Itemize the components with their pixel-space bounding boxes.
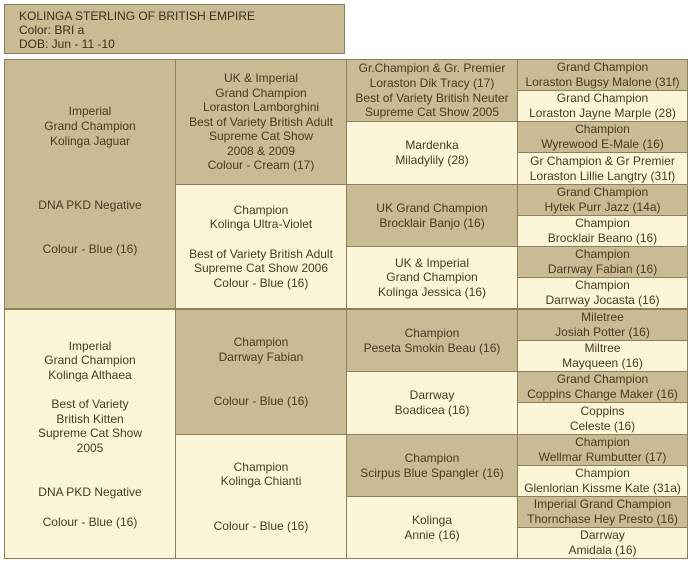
gen4-cell-2 <box>517 90 688 122</box>
dam-award-2: British Kitten <box>56 411 124 426</box>
cat-dob: DOB: Jun - 11 -10 <box>19 37 115 51</box>
pedigree-name: Kolinga Ultra-Violet <box>209 217 313 232</box>
gen4-cell-4 <box>517 152 688 185</box>
pedigree-text: Gr.Champion & Gr. Premier <box>358 61 506 76</box>
pedigree-text: 2008 & 2009 <box>226 143 296 158</box>
pedigree-text: Grand Champion <box>556 91 649 106</box>
sdd-cell <box>346 246 518 309</box>
sire-name: Kolinga Jaguar <box>49 133 131 148</box>
gen4-cell-13 <box>517 434 688 466</box>
dam-award-1: Best of Variety <box>51 397 129 412</box>
gen4-cell-16 <box>517 527 688 559</box>
pedigree-text: Grand Champion <box>215 85 307 100</box>
pedigree-name: Darrway Jocasta (16) <box>545 293 660 307</box>
gen4-cell-10 <box>517 340 688 372</box>
pedigree-name: Peseta Smokin Beau (16) <box>363 340 501 355</box>
dam-sire-cell <box>175 309 347 435</box>
cat-name: KOLINGA STERLING OF BRITISH EMPIRE <box>19 9 256 23</box>
pedigree-name: Loraston Jayne Marple (28) <box>529 106 676 120</box>
pedigree-text: Mardenka <box>405 138 459 153</box>
pedigree-name: Loraston Lillie Langtry (31f) <box>529 168 676 183</box>
gen4-cell-3 <box>517 121 688 153</box>
pedigree-text: Darrway <box>580 528 625 543</box>
dam-award-4: 2005 <box>76 440 104 455</box>
pedigree-text: Champion <box>575 247 630 262</box>
pedigree-text: Best of Variety British Adult <box>189 114 333 129</box>
dam-name: Kolinga Althaea <box>48 367 132 382</box>
pedigree-text: Champion <box>233 202 289 217</box>
pedigree-name: Loraston Bugsy Malone (31f) <box>525 75 680 89</box>
gen4-cell-5 <box>517 184 688 216</box>
pedigree-name: Scirpus Blue Spangler (16) <box>360 465 504 480</box>
gen4-cell-11 <box>517 371 688 403</box>
pedigree-text: Champion <box>404 450 460 465</box>
pedigree-name: Coppins Change Maker (16) <box>527 387 678 401</box>
pedigree-text: Champion <box>575 122 630 137</box>
dam-pkd: DNA PKD Negative <box>38 485 142 500</box>
dam-dam-cell <box>175 434 347 559</box>
dam-colour: Colour - Blue (16) <box>42 514 138 529</box>
pedigree-text: UK & Imperial <box>223 70 299 85</box>
gen4-cell-14 <box>517 465 688 497</box>
sire-pkd: DNA PKD Negative <box>38 198 142 213</box>
pedigree-name: Brocklair Banjo (16) <box>379 215 485 230</box>
pedigree-name: Darrway Fabian (16) <box>547 262 658 276</box>
sire-colour: Colour - Blue (16) <box>42 241 138 256</box>
pedigree-name: Celeste (16) <box>569 418 636 433</box>
sss-cell <box>346 59 518 122</box>
pedigree-text: Champion <box>404 325 460 340</box>
ssd-cell <box>346 121 518 185</box>
sire-sire-cell <box>175 59 347 185</box>
pedigree-text: Supreme Cat Show 2006 <box>193 261 329 276</box>
pedigree-name: Brocklair Beano (16) <box>547 231 658 245</box>
gen4-cell-9 <box>517 309 688 341</box>
sire-title-2: Grand Champion <box>44 118 136 133</box>
pedigree-colour: Colour - Blue (16) <box>213 518 309 533</box>
pedigree-text: Coppins <box>580 403 625 418</box>
pedigree-text: Champion <box>575 278 630 293</box>
pedigree-text: Gr Champion & Gr Premier <box>530 153 675 168</box>
dss-cell <box>346 309 518 372</box>
pedigree-name: Amidala (16) <box>568 543 637 557</box>
pedigree-text: Supreme Cat Show 2005 <box>364 105 500 120</box>
pedigree-colour: Colour - Cream (17) <box>207 158 315 173</box>
pedigree-text: Miletree <box>581 310 624 325</box>
pedigree-name: Loraston Lamborghini <box>202 100 320 115</box>
pedigree-text: Grand Champion <box>386 270 478 285</box>
ddd-cell <box>346 496 518 559</box>
pedigree-text: Best of Variety British Adult <box>189 246 333 261</box>
gen4-cell-1 <box>517 59 688 91</box>
pedigree-name: Loraston Dik Tracy (17) <box>369 75 495 90</box>
pedigree-name: Kolinga Chianti <box>220 474 302 489</box>
gen4-cell-7 <box>517 246 688 278</box>
pedigree-text: Supreme Cat Show <box>208 129 314 144</box>
pedigree-text: Champion <box>575 466 630 481</box>
pedigree-text: Grand Champion <box>556 60 649 75</box>
pedigree-text: Champion <box>575 216 630 231</box>
pedigree-name: Mayqueen (16) <box>562 356 643 370</box>
pedigree-name: Wyrewood E-Male (16) <box>541 137 664 151</box>
pedigree-colour: Colour - Blue (16) <box>213 275 309 290</box>
pedigree-name: Kolinga Jessica (16) <box>377 284 487 299</box>
dsd-cell <box>346 371 518 435</box>
pedigree-text: Grand Champion <box>556 372 649 387</box>
dam-cell <box>4 309 176 559</box>
pedigree-text: Champion <box>233 335 289 350</box>
pedigree-name: Thornchase Hey Presto (16) <box>527 512 678 526</box>
pedigree-text: Kolinga <box>411 512 453 527</box>
sire-cell <box>4 59 176 309</box>
sds-cell <box>346 184 518 247</box>
pedigree-name: Boadicea (16) <box>394 403 470 417</box>
gen4-cell-15 <box>517 496 688 528</box>
pedigree-name: Wellmar Rumbutter (17) <box>538 450 667 464</box>
pedigree-text: UK & Imperial <box>394 255 470 270</box>
pedigree-text: Imperial Grand Champion <box>533 497 672 512</box>
dam-award-3: Supreme Cat Show <box>37 426 143 441</box>
gen4-cell-8 <box>517 277 688 309</box>
pedigree-name: Josiah Potter (16) <box>555 325 650 339</box>
pedigree-name: Glenlorian Kissme Kate (31a) <box>524 481 681 495</box>
cat-color: Color: BRI a <box>19 23 85 37</box>
pedigree-name: Miladylily (28) <box>395 153 469 167</box>
pedigree-text: Best of Variety British Neuter <box>355 90 509 105</box>
gen4-cell-6 <box>517 215 688 247</box>
pedigree-name: Darrway Fabian <box>218 349 304 364</box>
sire-title-1: Imperial <box>68 104 112 119</box>
pedigree-text: Miltree <box>584 341 621 356</box>
pedigree-name: Hytek Purr Jazz (14a) <box>544 200 661 214</box>
dam-title-1: Imperial <box>68 338 112 353</box>
dam-title-2: Grand Champion <box>44 353 136 368</box>
pedigree-text: Champion <box>233 459 289 474</box>
gen4-cell-12 <box>517 402 688 435</box>
pedigree-text: UK Grand Champion <box>376 200 488 215</box>
pedigree-text: Champion <box>575 435 630 450</box>
sire-dam-cell <box>175 184 347 309</box>
pedigree-header <box>4 4 345 54</box>
pedigree-colour: Colour - Blue (16) <box>213 394 309 409</box>
dds-cell <box>346 434 518 497</box>
pedigree-text: Grand Champion <box>556 185 649 200</box>
pedigree-text: Darrway <box>409 388 455 403</box>
pedigree-name: Annie (16) <box>404 527 460 542</box>
